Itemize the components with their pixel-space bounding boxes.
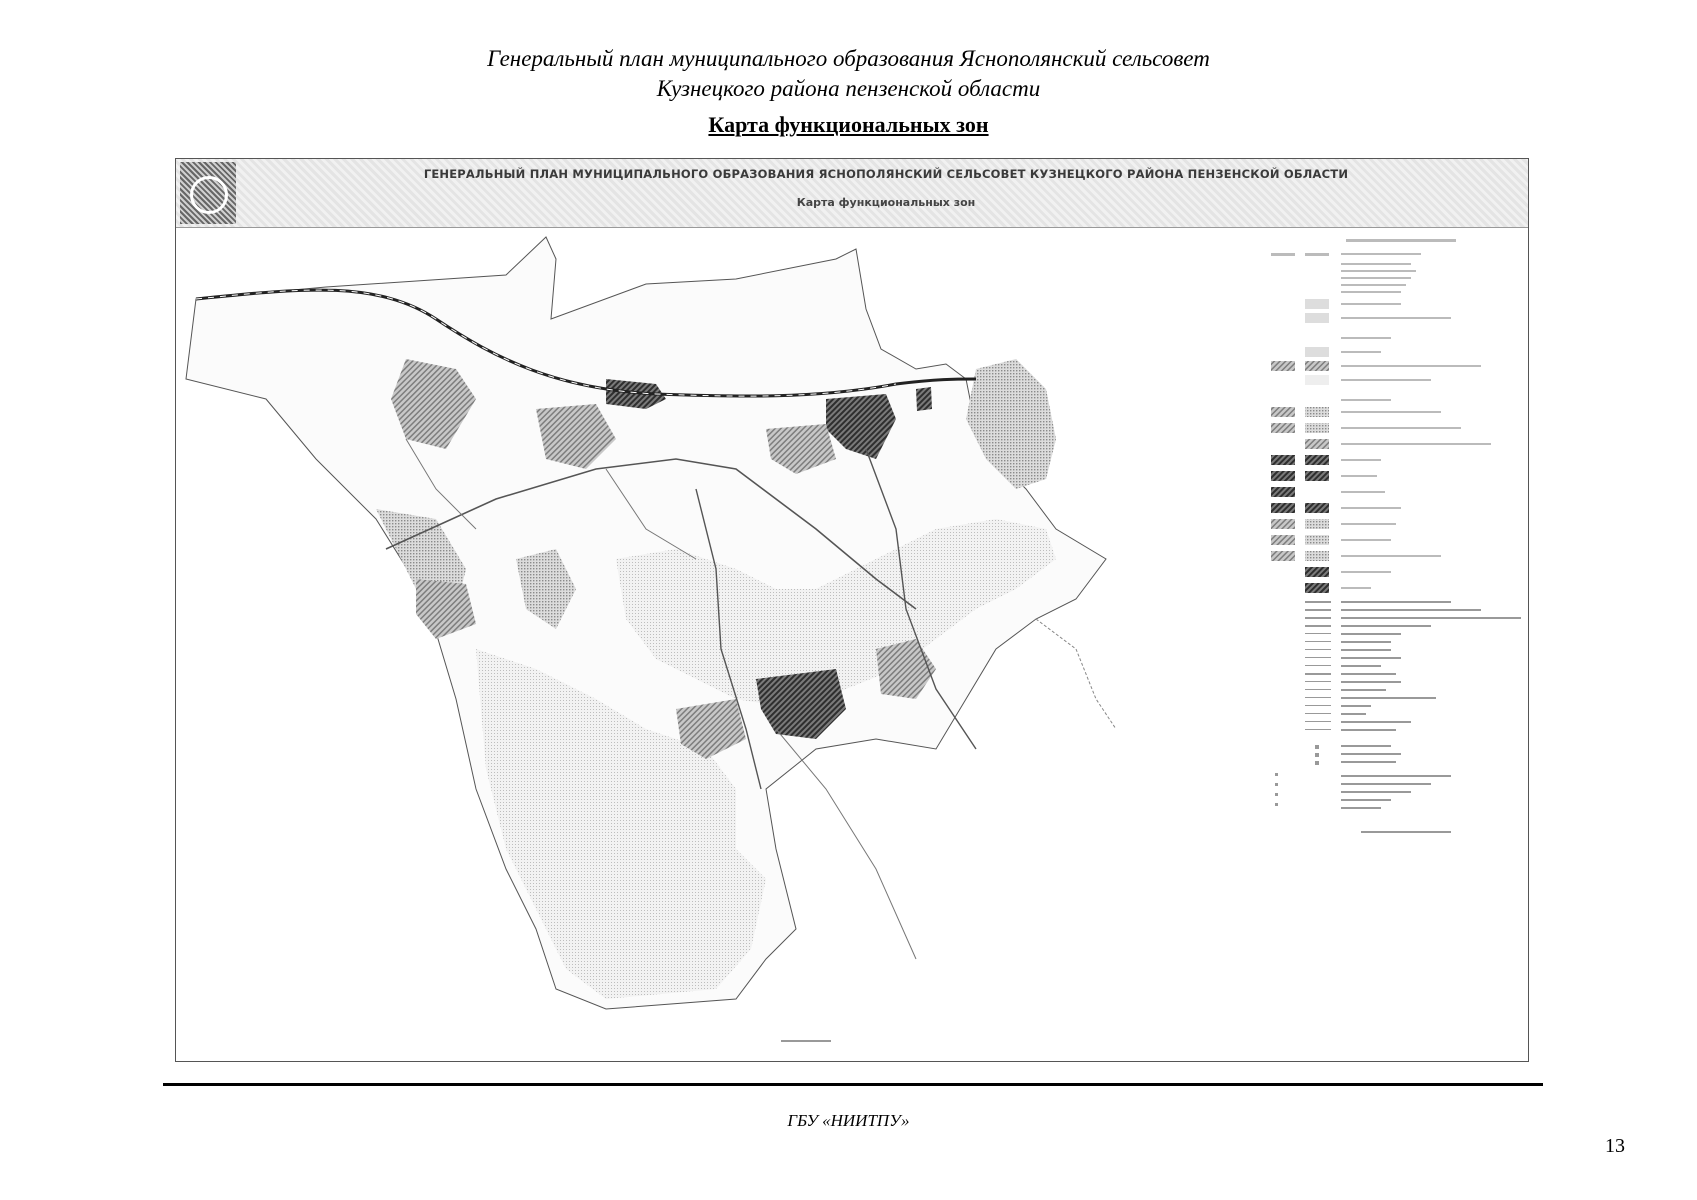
map-sheet <box>175 158 1529 1062</box>
document-header-line-2: Кузнецкого района пензенской области <box>656 76 1041 101</box>
page-number: 13 <box>1605 1135 1625 1157</box>
map-banner-title: ГЕНЕРАЛЬНЫЙ ПЛАН МУНИЦИПАЛЬНОГО ОБРАЗОВАНИЯ ЯСНОПОЛЯНСКИЙ СЕЛЬСОВЕТ КУЗНЕЦКОГО РАЙОНА ПЕНЗЕНСКОЙ ОБЛАСТИ <box>423 167 1349 181</box>
footer-organization: ГБУ «НИИТПУ» <box>787 1111 910 1130</box>
document-header-line-1: Генеральный план муниципального образования Яснополянский сельсовет <box>487 46 1210 71</box>
residential-zone <box>916 387 932 411</box>
river <box>1036 619 1116 729</box>
footer-rule <box>163 1083 1543 1086</box>
map-legend <box>1271 239 1521 969</box>
emblem-icon <box>180 162 236 224</box>
section-title: Карта функциональных зон <box>708 112 989 137</box>
map-scale-label <box>736 1036 876 1046</box>
map-banner-subtitle: Карта функциональных зон <box>796 196 976 209</box>
map-banner <box>176 159 1528 228</box>
